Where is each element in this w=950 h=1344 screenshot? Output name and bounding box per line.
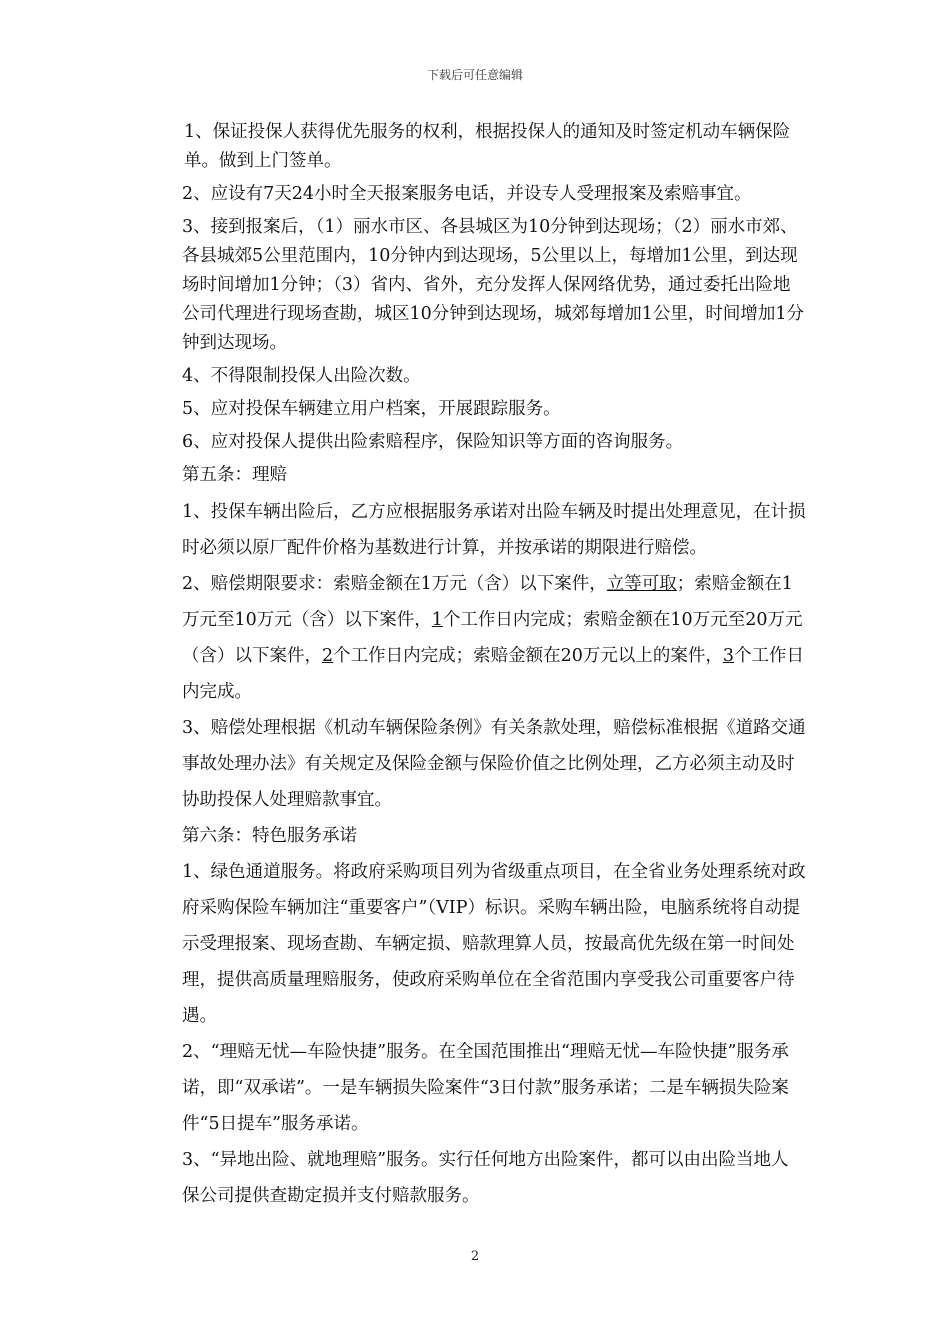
- paragraph-special-3: 3、“异地出险、就地理赔”服务。实行任何地方出险案件，都可以由出险当地人保公司提供查勘定损并支付赔款服务。: [182, 1150, 789, 1206]
- paragraph-claims-1: 1、投保车辆出险后，乙方应根据服务承诺对出险车辆及时提出处理意见，在计损时必须以原厂配件价格为基数进行计算，并按承诺的期限进行赔偿。: [182, 502, 806, 558]
- underlined-number: 3: [722, 646, 735, 666]
- paragraph-special-2: 2、“理赔无忧—车险快捷”服务。在全国范围推出“理赔无忧—车险快捷”服务承诺，即“双承诺”。一是车辆损失险案件“3日付款”服务承诺；二是车辆损失险案件“5日提车”服务承诺。: [182, 1042, 789, 1134]
- text-segment: 个工作日内完成；索赔金额在10万元至20万元（含）以下案件，: [182, 610, 803, 666]
- page-header: 下载后可任意编辑: [426, 68, 523, 82]
- paragraph-claims-2: [146, 566, 806, 710]
- paragraph-special-1: 1、绿色通道服务。将政府采购项目列为省级重点项目，在全省业务处理系统对政府采购保险车辆加注“重要客户”（VIP）标识。采购车辆出险，电脑系统将自动提示受理报案、现场查勘、车辆定损、赔款理算人员，按最高优先级在第一时间处理，提供高质量理赔服务，使政府采购单位在全省范围内享受我公司重要客户待遇。: [182, 862, 806, 1026]
- paragraph-1: 1、保证投保人获得优先服务的权利，根据投保人的通知及时签定机动车辆保险单。做到上门签单。: [184, 122, 791, 171]
- text-segment: ；索赔金额在1万元至10万元（含）以下案件，: [182, 574, 793, 630]
- text-segment: 2、赔偿期限要求：索赔金额在1万元（含）以下案件，: [182, 574, 607, 594]
- paragraph-3: 3、接到报案后，（1）丽水市区、各县城区为10分钟到达现场；（2）丽水市郊、各县城郊5公里范围内，10分钟内到达现场，5公里以上，每增加1公里，到达现场时间增加1分钟；（3）省内、省外，充分发挥人保网络优势，通过委托出险地公司代理进行现场查勘，城区10分钟到达现场，城郊每增加1公里，时间增加1分钟到达现场。: [182, 217, 805, 353]
- text-segment: 个工作日内完成；索赔金额在20万元以上的案件，: [333, 646, 723, 666]
- page-number: 2: [470, 1249, 480, 1264]
- underlined-term: 立等可取: [606, 574, 677, 594]
- paragraph-2: 2、应设有7天24小时全天报案服务电话，并设专人受理报案及索赔事宜。: [182, 184, 752, 204]
- document-body: [146, 118, 806, 1214]
- underlined-number: 2: [322, 646, 334, 666]
- section-heading-5: 第五条：理赔: [182, 465, 287, 485]
- text-segment: 个工作日内完成。: [182, 646, 805, 702]
- section-heading-6: 第六条：特色服务承诺: [182, 826, 357, 846]
- paragraph-claims-3: 3、赔偿处理根据《机动车辆保险条例》有关条款处理，赔偿标准根据《道路交通事故处理办法》有关规定及保险金额与保险价值之比例处理，乙方必须主动及时协助投保人处理赔款事宜。: [182, 718, 806, 810]
- paragraph-6: 6、应对投保人提供出险索赔程序，保险知识等方面的咨询服务。: [182, 432, 684, 452]
- underlined-number: 1: [431, 610, 443, 630]
- paragraph-5: 5、应对投保车辆建立用户档案，开展跟踪服务。: [182, 399, 561, 419]
- paragraph-4: 4、不得限制投保人出险次数。: [182, 366, 421, 386]
